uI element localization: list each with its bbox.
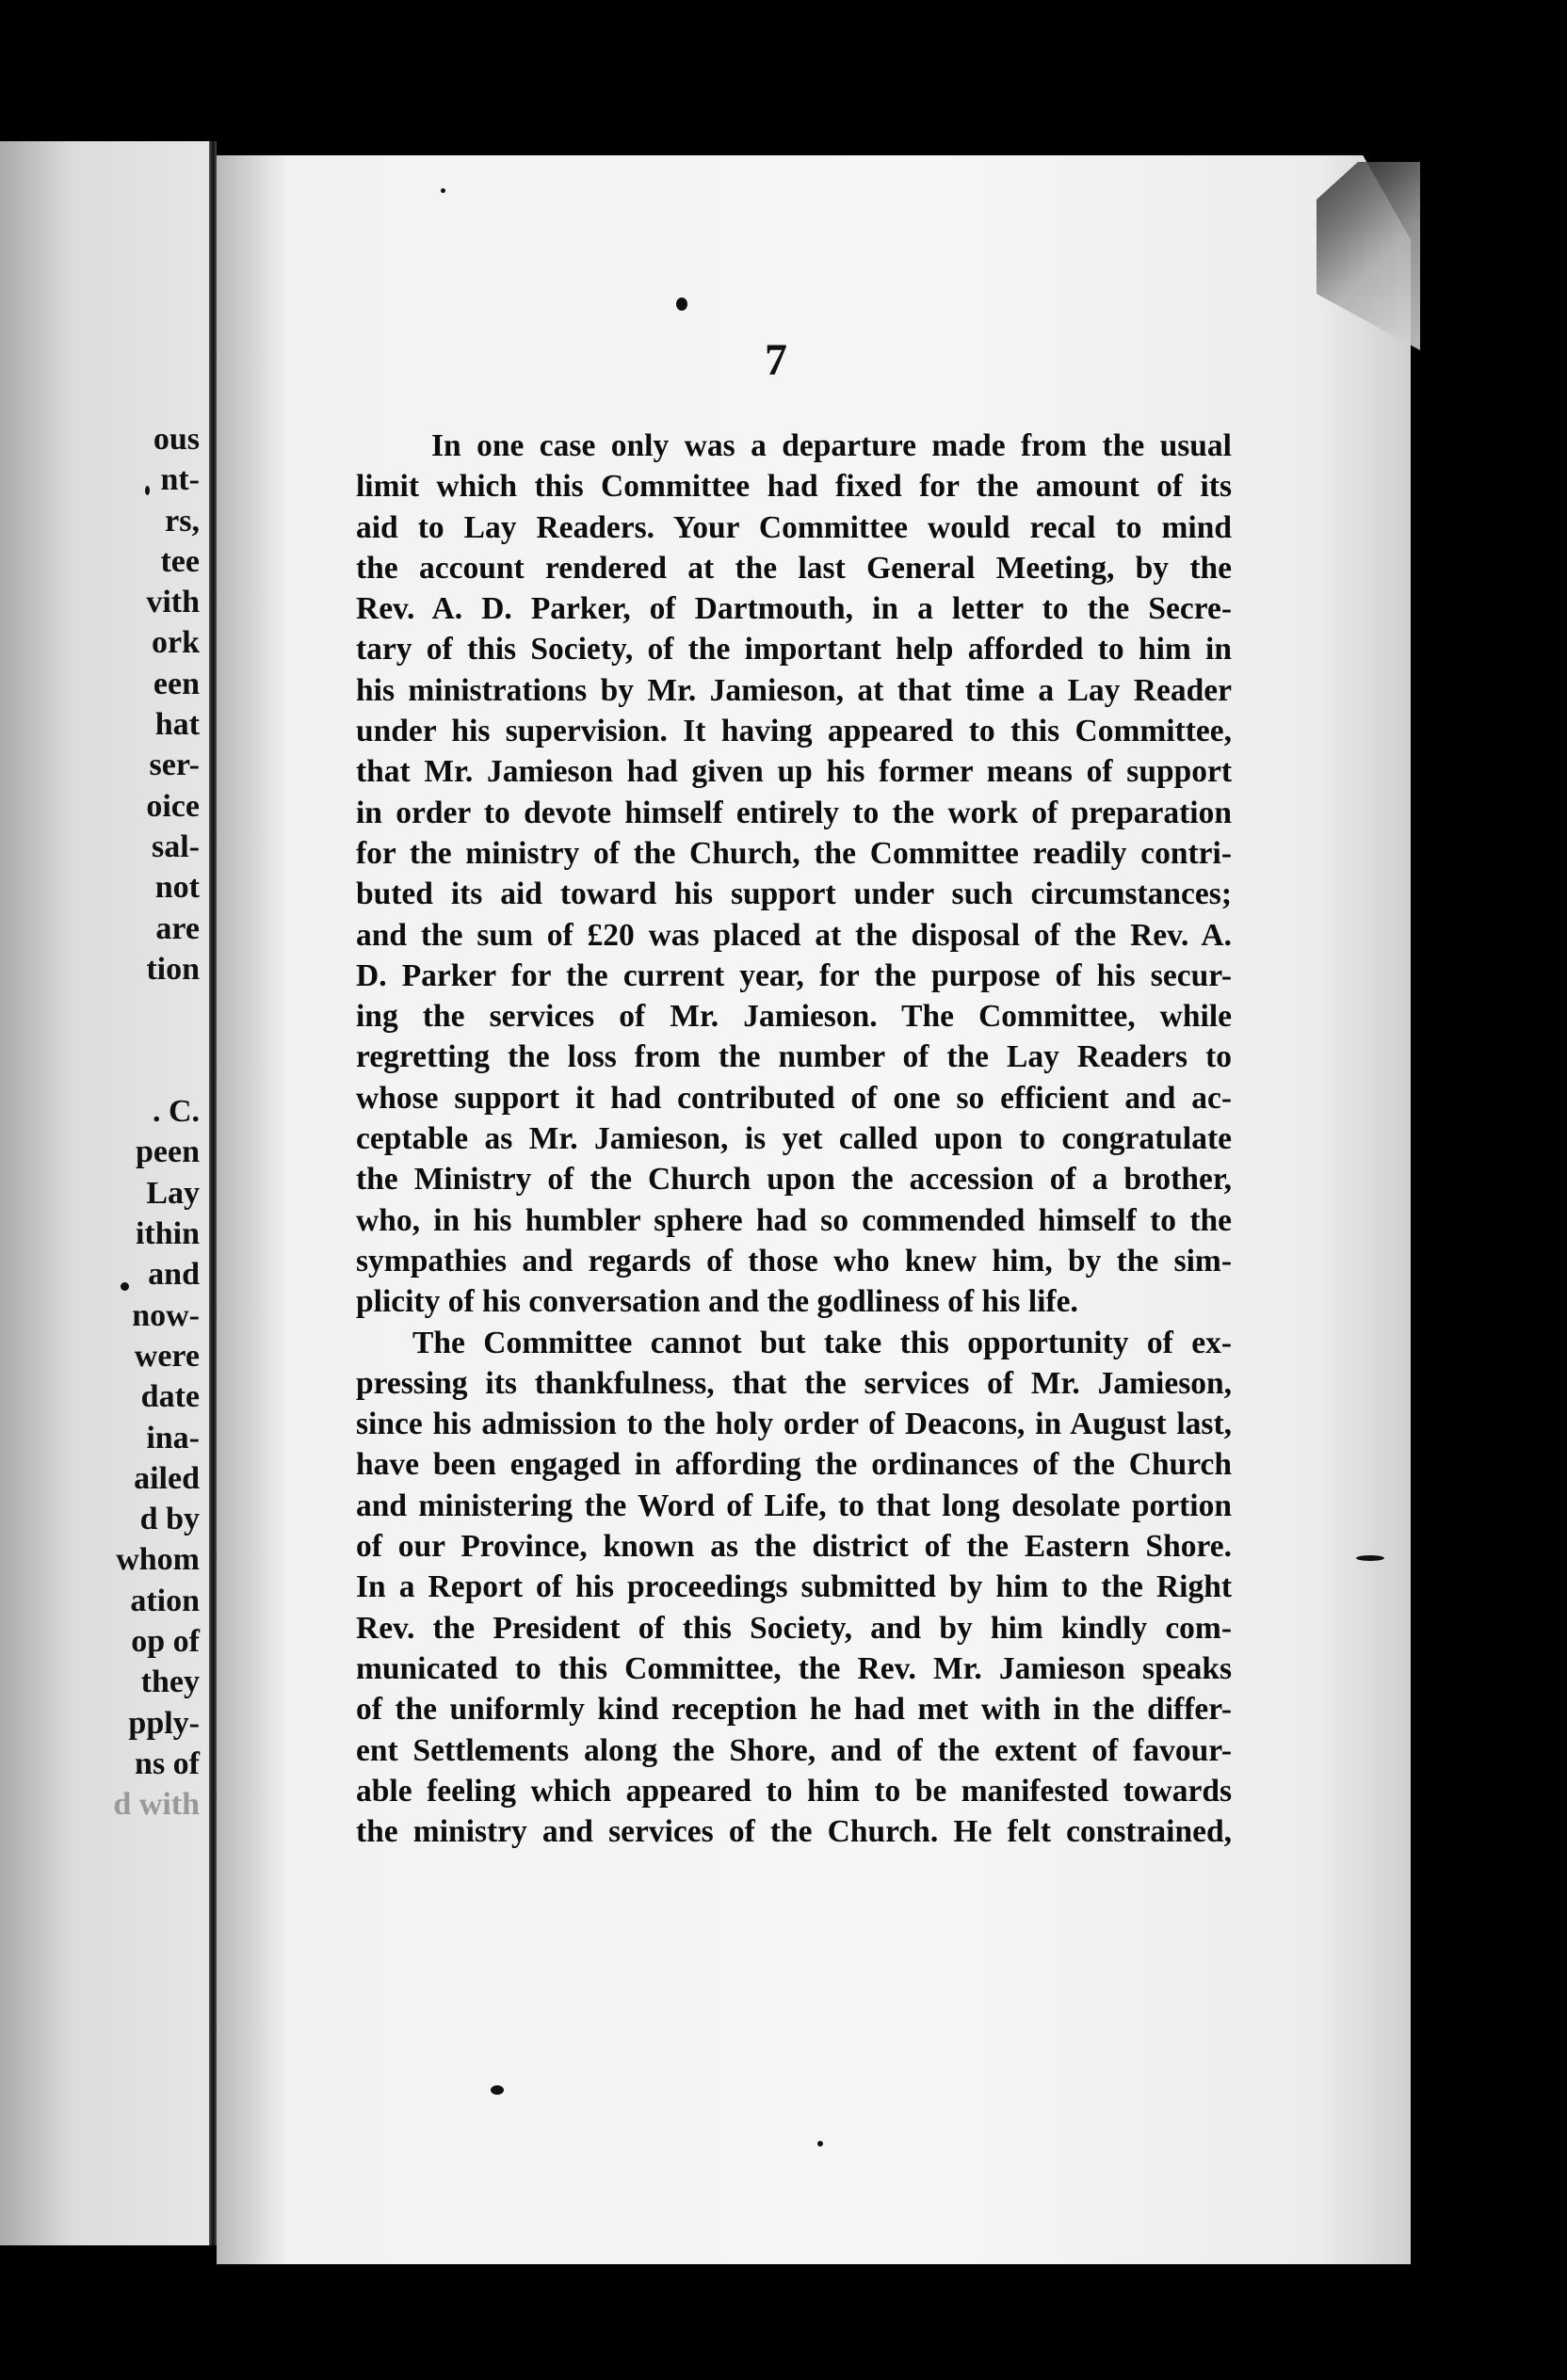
left-line: . C. bbox=[152, 1094, 200, 1130]
left-line: een bbox=[153, 666, 200, 701]
text-line: aid to Lay Readers. Your Committee would recal to mind bbox=[356, 509, 1232, 545]
ink-speck bbox=[676, 298, 687, 311]
left-line: were bbox=[134, 1338, 200, 1374]
left-page-fragment bbox=[0, 141, 209, 2245]
text-line: limit which this Committee had fixed for the amount of its bbox=[356, 469, 1232, 505]
left-line: rs, bbox=[165, 503, 200, 539]
text-line: tary of this Society, of the important help afforded to him in bbox=[356, 632, 1232, 667]
text-line: and the sum of £20 was placed at the disposal of the Rev. A. bbox=[356, 917, 1232, 953]
left-line: peen bbox=[136, 1134, 200, 1170]
left-line: pply- bbox=[128, 1705, 200, 1741]
text-line: since his admission to the holy order of Deacons, in August last, bbox=[356, 1407, 1232, 1442]
left-line: ation bbox=[130, 1583, 200, 1618]
text-line: The Committee cannot but take this opportunity of ex- bbox=[412, 1325, 1232, 1360]
text-line: Rev. the President of this Society, and by him kindly com- bbox=[356, 1610, 1232, 1646]
text-line: buted its aid toward his support under such circumstances; bbox=[356, 876, 1232, 912]
left-line: op of bbox=[131, 1624, 200, 1660]
text-line: regretting the loss from the number of the Lay Readers to bbox=[356, 1039, 1232, 1075]
text-line: the Ministry of the Church upon the accession of a brother, bbox=[356, 1162, 1232, 1198]
left-line: they bbox=[140, 1664, 200, 1700]
text-line: of our Province, known as the district of the Eastern Shore. bbox=[356, 1529, 1232, 1565]
left-line: ina- bbox=[146, 1420, 200, 1455]
left-page-text bbox=[113, 419, 200, 1825]
text-line: in order to devote himself entirely to the work of preparation bbox=[356, 795, 1232, 830]
left-line: Lay bbox=[146, 1175, 200, 1211]
left-line: oice bbox=[146, 788, 200, 824]
left-line: ork bbox=[152, 625, 200, 661]
text-line: his ministrations by Mr. Jamieson, at that time a Lay Reader bbox=[356, 672, 1232, 708]
left-line: ous bbox=[153, 422, 200, 457]
left-line: ailed bbox=[134, 1460, 200, 1496]
text-line: of the uniformly kind reception he had met with in the differ- bbox=[356, 1692, 1232, 1728]
left-line: ithin bbox=[135, 1216, 200, 1252]
ink-speck bbox=[1356, 1555, 1384, 1561]
ink-speck bbox=[121, 1282, 129, 1291]
text-line: whose support it had contributed of one so efficient and ac- bbox=[356, 1080, 1232, 1116]
left-line: whom bbox=[116, 1542, 200, 1578]
left-gap bbox=[113, 989, 200, 1091]
left-line: sal- bbox=[152, 828, 200, 864]
text-line: have been engaged in affording the ordinances of the Church bbox=[356, 1447, 1232, 1483]
text-line: the ministry and services of the Church. He felt constrained, bbox=[356, 1814, 1232, 1850]
text-line: and ministering the Word of Life, to that long desolate portion bbox=[356, 1488, 1232, 1523]
left-line: nt- bbox=[160, 462, 200, 498]
text-line: ing the services of Mr. Jamieson. The Committee, while bbox=[356, 999, 1232, 1035]
left-line: d by bbox=[139, 1502, 200, 1537]
left-line: date bbox=[140, 1379, 200, 1415]
text-line: municated to this Committee, the Rev. Mr. Jamieson speaks bbox=[356, 1650, 1232, 1686]
text-line: sympathies and regards of those who knew him, by the sim- bbox=[356, 1243, 1232, 1278]
body-text bbox=[356, 426, 1232, 1852]
ink-speck bbox=[817, 2141, 823, 2147]
text-line: who, in his humbler sphere had so commended himself to the bbox=[356, 1202, 1232, 1238]
left-line: vith bbox=[146, 585, 200, 620]
left-line: ser- bbox=[149, 748, 200, 783]
ink-speck bbox=[145, 486, 150, 495]
text-line: able feeling which appeared to him to be manifested towards bbox=[356, 1773, 1232, 1809]
text-line: D. Parker for the current year, for the purpose of his secur- bbox=[356, 957, 1232, 993]
left-line: and bbox=[148, 1257, 200, 1293]
page-gutter bbox=[209, 141, 217, 2245]
text-line: ent Settlements along the Shore, and of the extent of favour- bbox=[356, 1732, 1232, 1768]
ink-speck bbox=[491, 2085, 504, 2095]
left-line: tee bbox=[160, 543, 200, 579]
ink-speck bbox=[441, 188, 445, 193]
left-line: now- bbox=[132, 1297, 200, 1333]
text-line: that Mr. Jamieson had given up his former means of support bbox=[356, 754, 1232, 790]
text-line: Rev. A. D. Parker, of Dartmouth, in a letter to the Secre- bbox=[356, 591, 1232, 627]
text-line: for the ministry of the Church, the Committee readily contri- bbox=[356, 835, 1232, 871]
text-line: plicity of his conversation and the godliness of his life. bbox=[356, 1284, 1078, 1320]
text-line: under his supervision. It having appeared to this Committee, bbox=[356, 714, 1232, 749]
text-line: In a Report of his proceedings submitted by him to the Right bbox=[356, 1569, 1232, 1605]
page-number: 7 bbox=[765, 335, 787, 385]
left-line: ns of bbox=[135, 1745, 200, 1781]
left-line: hat bbox=[154, 707, 200, 743]
text-line: ceptable as Mr. Jamieson, is yet called upon to congratulate bbox=[356, 1121, 1232, 1157]
left-line: not bbox=[154, 870, 200, 906]
text-line: the account rendered at the last General Meeting, by the bbox=[356, 550, 1232, 586]
left-line: are bbox=[155, 910, 200, 946]
text-line: pressing its thankfulness, that the services of Mr. Jamieson, bbox=[356, 1365, 1232, 1401]
text-line: In one case only was a departure made from the usual bbox=[431, 428, 1232, 463]
left-line: tion bbox=[146, 951, 200, 987]
left-line-faded: d with bbox=[113, 1787, 200, 1823]
